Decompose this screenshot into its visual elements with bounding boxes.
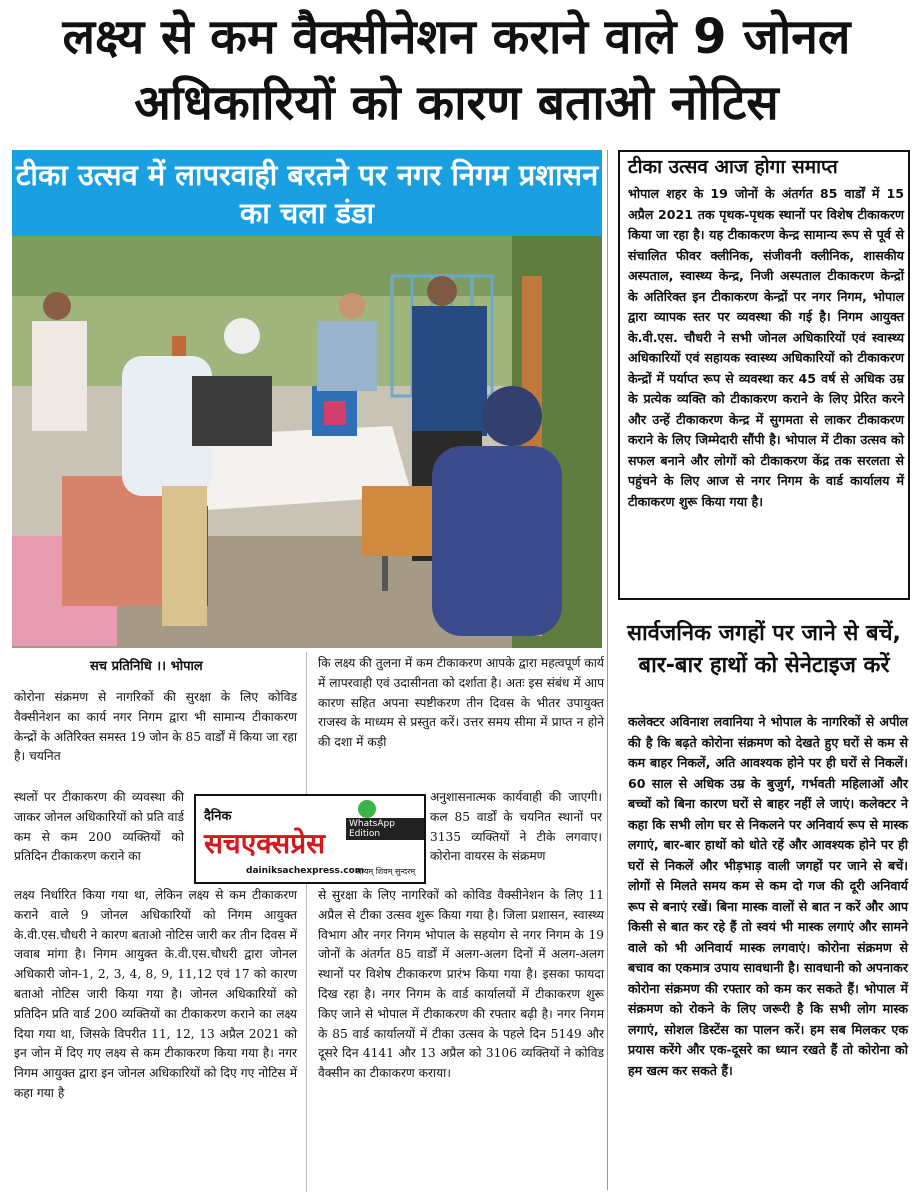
byline: सच प्रतिनिधि ।। भोपाल — [90, 659, 203, 674]
logo-small-text: दैनिक — [204, 809, 232, 824]
sidebar-body: भोपाल शहर के 19 जोनों के अंतर्गत 85 वार्डों में 15 अप्रैल 2021 तक पृथक-पृथक स्थानों पर विशेष टीकाकरण किया जा रहा है। यह टीकाकरण केन्द्र सामान्य रूप से पूर्व से संचालित फीवर क्लीनिक, संजीवनी क्लीनिक, शासकीय अस्पताल, स्वास्थ्य केन्द्र, निजी अस्पताल टीकाकरण केन्द्रों के अतिरिक्त इन टीकाकरण केन्द्रों पर नगर निगम, भोपाल द्वारा व्यापक स्तर पर व्यवस्था की गई है। निगम आयुक्त के.वी.एस. चौधरी ने सभी जोनल अधिकारियों एवं स्वास्थ्य अधिकारियों एवं सहायक स्वास्थ्य अधिकारियों को टीकाकरण केन्द्रों में पर्याप्त रूप से व्यवस्था कर 45 वर्ष से अधिक उम्र के प्रत्येक व्यक्ति को टीकाकरण कराने के लिए प्रेरित करने और उन्हें टीकाकरण केन्द्र में सुगमता से लाकर टीकाकरण कराने के लिए जिम्मेदारी सौंपी है। भोपाल में टीका उत्सव को सफल बनाने और लोगों को टीकाकरण केंद्र तक सरलता से पहुंचने के लिए आज से नगर निगम के वार्ड कार्यालय में टीकाकरण शुरू किया गया है। — [628, 186, 904, 509]
news-photo — [12, 236, 602, 648]
sidebar-title: टीका उत्सव आज होगा समाप्त — [628, 156, 838, 178]
sidebar2-title: सार्वजनिक जगहों पर जाने से बचें, बार-बार हाथों को सेनेटाइज करें — [627, 621, 901, 678]
column-divider — [607, 150, 608, 1190]
sidebar2-body: कलेक्टर अविनाश लवानिया ने भोपाल के नागरिकों से अपील की है कि बढ़ते कोरोना संक्रमण को देखते हुए घरों से कम से कम बाहर निकलें, अति आवश्यक होने पर ही घरों से निकलें। 60 साल से अधिक उम्र के बुजुर्ग, गर्भवती महिलाओं और बच्चों को बिना कारण घरों से बाहर नहीं ले जाएं। कलेक्टर ने कहा कि सभी लोग घर से निकलने पर अनिवार्य रूप से मास्क लगाएं, बार-बार हाथों को धोते रहें और आवश्यक होने पर ही घरों से निकलें और भीड़भाड़ वाली जगहों पर जाने से बचें। लोगों से मिलते समय कम से कम दो गज की दूरी अनिवार्य रूप से बनाएं रखें। बिना मास्क वालों से बात न करें और आप किसी से बात कर रहे हैं तो स्वयं भी मास्क लगाएं और सामने वाले को भी अनिवार्य मास्क लगवाएं। कोरोना संक्रमण से बचाव का एकमात्र उपाय सावधानी है। सावधानी को अपनाकर कोरोना संक्रमण की रफ्तार को कम कर सकते हैं। भोपाल में संक्रमण को रोकने के लिए जरूरी है कि सभी लोग मास्क लगाएं, सोशल डिस्टेंस का पालन करें। हम सब मिलकर एक प्रयास करेंगे और एक-दूसरे का ध्यान रखते हैं तो कोरोना को हम खत्म कर सकते हैं। — [628, 714, 908, 1078]
article-text-left-wrap: स्थलों पर टीकाकरण की व्यवस्था की जाकर जोनल अधिकारियों को प्रति वार्ड कम से कम 200 व्यक्तियों को प्रतिदिन टीकाकरण कराने का — [14, 790, 184, 864]
logo-main-text: सचएक्सप्रेस — [204, 827, 326, 860]
article-text-mid-top: कि लक्ष्य की तुलना में कम टीकाकरण आपके द्वारा महत्वपूर्ण कार्य में लापरवाही एवं उदासीनता को दर्शाता है। अतः इस संबंध में आप कारण सहित अपना स्पष्टीकरण तीन दिवस के भीतर उपायुक्त राजस्व के माध्यम से प्रस्तुत करें। उत्तर समय सीमा में प्राप्त न होने की दशा में कड़ी — [318, 656, 604, 750]
logo-tagline: सत्यम् शिवम् सुन्दरम् — [356, 867, 416, 876]
headline: लक्ष्य से कम वैक्सीनेशन कराने वाले 9 जोनल अधिकारियों को कारण बताओ नोटिस — [62, 9, 851, 131]
newspaper-logo — [194, 794, 426, 884]
logo-url: dainiksachexpress.com — [246, 866, 365, 876]
column-divider — [306, 652, 307, 1192]
article-text-mid-bottom: से सुरक्षा के लिए नागरिकों को कोविड वैक्सीनेशन के लिए 11 अप्रैल से टीका उत्सव शुरू किया गया है। जिला प्रशासन, स्वास्थ्य विभाग और नगर निगम भोपाल के सहयोग से नगर निगम के 19 जोनों के अंतर्गत 85 वार्डों में अलग-अलग दिनों में अलग-अलग स्थानों पर विशेष टीकाकरण प्रारंभ किया गया है। इसका फायदा दिख रहा है। नगर निगम के वार्ड कार्यालयों में टीकाकरण शुरू किए जाने से भोपाल में टीकाकरण की रफ्तार बढ़ी है। नगर निगम के 85 वार्ड कार्यालयों में टीका उत्सव के पहले दिन 5149 और दूसरे दिन 4141 और 13 अप्रैल को 3106 व्यक्तियों ने कोविड वैक्सीन का टीकाकरण कराया। — [318, 888, 604, 1081]
subheadline-banner: टीका उत्सव में लापरवाही बरतने पर नगर निगम प्रशासन का चला डंडा — [12, 150, 602, 236]
article-text-left-bottom: लक्ष्य निर्धारित किया गया था, लेकिन लक्ष्य से कम टीकाकरण कराने वाले 9 जोनल अधिकारियों को निगम आयुक्त के.वी.एस.चौधरी ने कारण बताओ नोटिस जारी कर तीन दिवस में जवाब मांगा है। निगम आयुक्त के.वी.एस.चौधरी द्वारा जोनल अधिकारी जोन-1, 2, 3, 4, 8, 9, 11,12 एवं 17 को कारण बताओ नोटिस जारी किया गया है। जोनल अधिकारियों को प्रतिदिन प्रति वार्ड 200 व्यक्तियों का टीकाकरण कराने का लक्ष्य दिया गया था, जिसके विपरीत 11, 12, 13 अप्रैल 2021 को इन जोन में दिए गए लक्ष्य से कम टीकाकरण किया गया है। नगर निगम आयुक्त द्वारा इन जोनल अधिकारियों को दिए गए नोटिस में कहा गया है — [14, 888, 297, 1100]
article-text-mid-wrap: अनुशासनात्मक कार्यवाही की जाएगी। कल 85 वार्डों के चयनित स्थानों पर 3135 व्यक्तियों ने टीके लगवाए। कोरोना वायरस के संक्रमण — [430, 790, 602, 864]
article-text-left-top: कोरोना संक्रमण से नागरिकों की सुरक्षा के लिए कोविड वैक्सीनेशन का कार्य नगर निगम द्वारा भी सामान्य टीकाकरण केन्द्रों के अतिरिक्त समस्त 19 जोन के 85 वार्डों में किया जा रहा है। चयनित — [14, 690, 297, 764]
whatsapp-icon — [358, 800, 376, 818]
logo-badge: WhatsApp Edition — [346, 818, 424, 840]
